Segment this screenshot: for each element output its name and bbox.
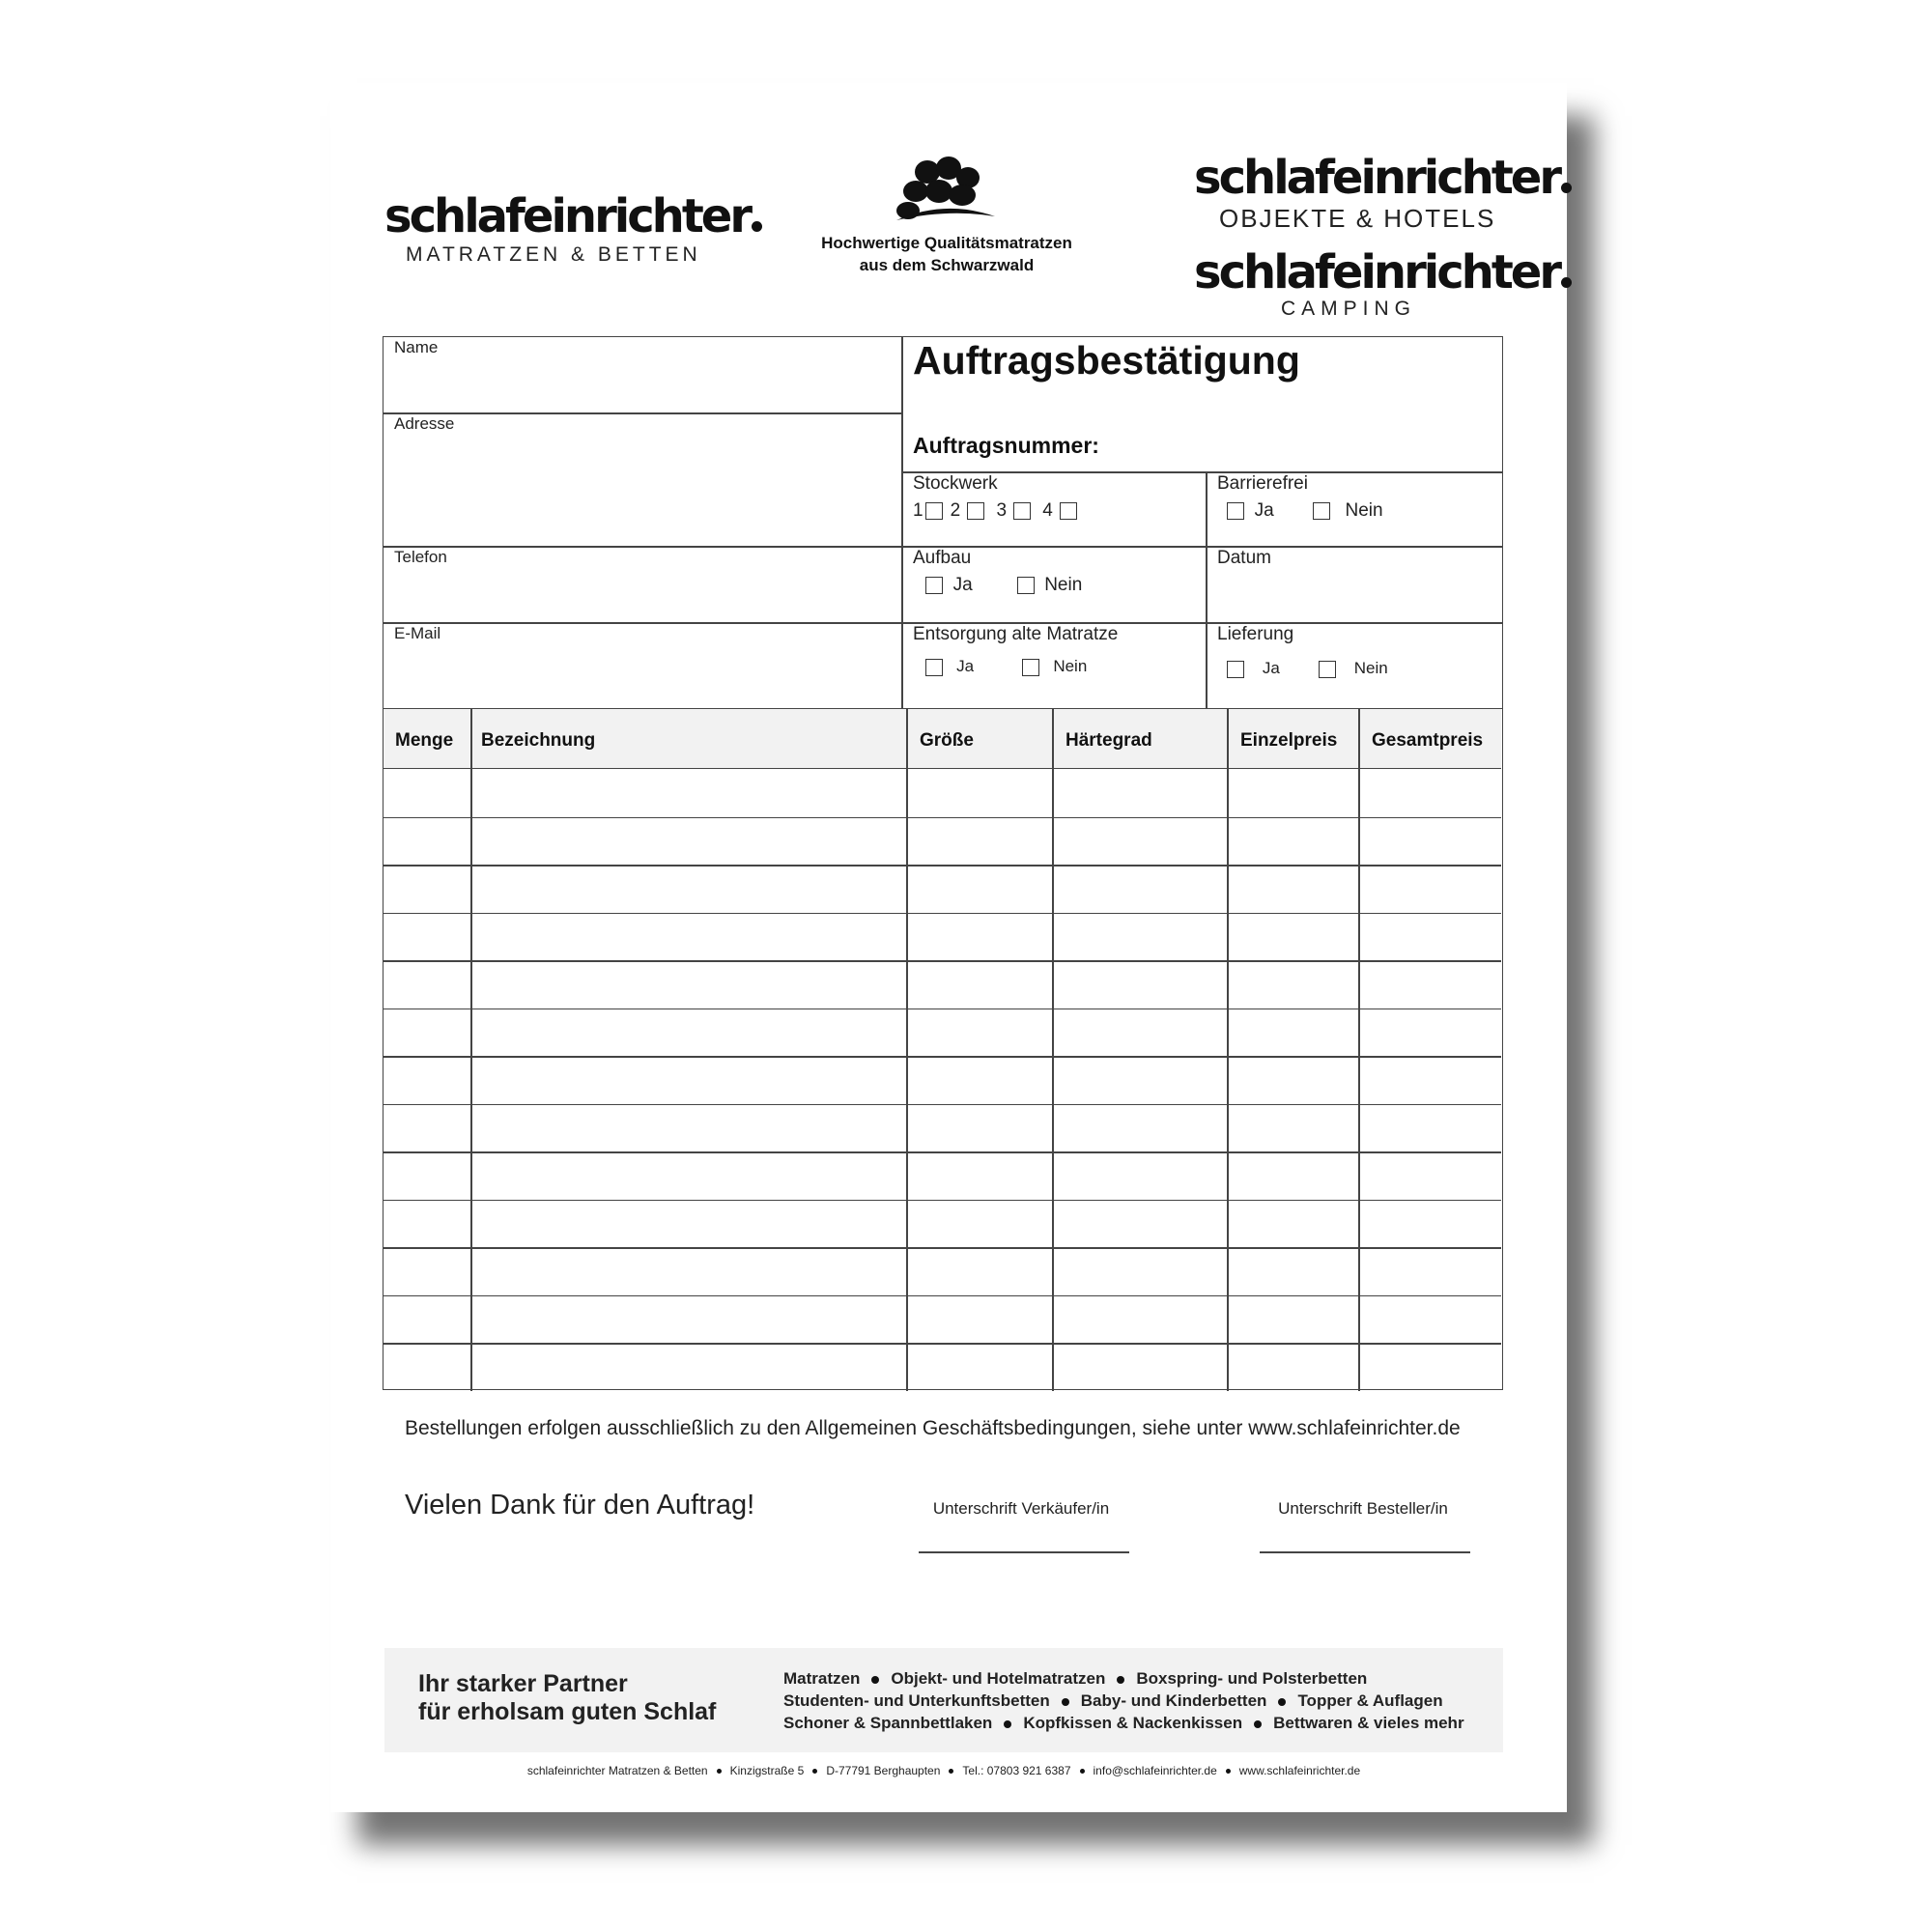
info-divider-main <box>901 336 903 709</box>
order-number-label: Auftragsnummer: <box>913 433 1099 458</box>
phone-label: Telefon <box>394 548 447 566</box>
address-website[interactable]: www.schlafeinrichter.de <box>1238 1764 1361 1777</box>
date-label: Datum <box>1217 548 1271 568</box>
bullet-icon <box>871 1676 879 1684</box>
assembly-no-label: Nein <box>1044 575 1083 595</box>
table-row[interactable] <box>384 1010 1501 1056</box>
product-item: Baby- und Kinderbetten <box>1080 1691 1267 1710</box>
column-header-haertegrad: Härtegrad <box>1065 730 1152 751</box>
floor-options <box>913 500 1077 522</box>
form-title: Auftragsbestätigung <box>913 338 1300 383</box>
assembly-options <box>925 575 1082 596</box>
barrier-free-options <box>1227 500 1383 522</box>
address-label: Adresse <box>394 414 455 433</box>
floor-4-checkbox[interactable] <box>1060 502 1077 520</box>
logo-left-sub: MATRATZEN & BETTEN <box>406 243 701 266</box>
bullet-icon <box>1226 1769 1231 1774</box>
bullet-icon <box>1080 1769 1085 1774</box>
product-item: Kopfkissen & Nackenkissen <box>1023 1714 1243 1732</box>
logo-right-top-brand <box>1194 151 1572 205</box>
logo-stones-icon <box>891 155 999 226</box>
barrier-free-no-label: Nein <box>1345 500 1383 521</box>
assembly-label: Aufbau <box>913 548 972 568</box>
info-divider-right <box>1206 471 1208 709</box>
product-item: Boxspring- und Polsterbetten <box>1136 1669 1368 1688</box>
column-header-bezeichnung: Bezeichnung <box>481 730 596 751</box>
company-address-line <box>384 1764 1503 1777</box>
column-header-menge: Menge <box>395 730 454 751</box>
registered-mark-icon <box>1561 183 1572 193</box>
column-header-gesamtpreis: Gesamtpreis <box>1372 730 1484 751</box>
floor-option-3-label: 3 <box>996 500 1008 521</box>
assembly-yes-label: Ja <box>952 575 973 595</box>
phone-field[interactable] <box>384 570 899 621</box>
logo-center-tagline-2: aus dem Schwarzwald <box>859 256 1035 274</box>
bullet-icon <box>949 1769 953 1774</box>
table-row[interactable] <box>384 1249 1501 1294</box>
signature-seller-line[interactable] <box>919 1551 1129 1553</box>
address-email[interactable]: info@schlafeinrichter.de <box>1093 1764 1217 1777</box>
logo-left-wordmark: schlafeinrichter <box>384 189 751 243</box>
table-row[interactable] <box>384 1202 1501 1247</box>
logo-right-top-wordmark: schlafeinrichter <box>1194 151 1560 205</box>
product-item: Topper & Auflagen <box>1297 1691 1443 1710</box>
signature-buyer-line[interactable] <box>1260 1551 1470 1553</box>
floor-option-4-label: 4 <box>1042 500 1053 521</box>
barrier-free-no-checkbox[interactable] <box>1313 502 1330 520</box>
floor-3-checkbox[interactable] <box>1013 502 1031 520</box>
email-field[interactable] <box>384 645 899 707</box>
thanks-text: Vielen Dank für den Auftrag! <box>405 1490 755 1520</box>
name-label: Name <box>394 338 439 356</box>
address-part: Tel.: 07803 921 6387 <box>962 1764 1071 1777</box>
table-row[interactable] <box>384 1345 1501 1390</box>
slogan-line-2: für erholsam guten Schlaf <box>418 1698 717 1725</box>
divider-name <box>383 412 901 414</box>
logo-center-tagline-1: Hochwertige Qualitätsmatratzen <box>821 234 1072 252</box>
floor-2-checkbox[interactable] <box>967 502 984 520</box>
table-row[interactable] <box>384 1297 1501 1343</box>
table-row[interactable] <box>384 1106 1501 1151</box>
logo-right-bottom-wordmark: schlafeinrichter <box>1194 245 1560 299</box>
assembly-yes-checkbox[interactable] <box>925 577 943 594</box>
barrier-free-yes-label: Ja <box>1254 500 1274 521</box>
disposal-options <box>925 657 1087 676</box>
table-row[interactable] <box>384 915 1501 960</box>
bullet-icon <box>717 1769 722 1774</box>
bullet-icon <box>1254 1720 1262 1728</box>
items-table <box>383 709 1503 1390</box>
delivery-label: Lieferung <box>1217 624 1294 644</box>
address-field[interactable] <box>384 437 899 545</box>
delivery-no-checkbox[interactable] <box>1319 661 1336 678</box>
disposal-yes-label: Ja <box>956 657 975 675</box>
bullet-icon <box>1278 1698 1286 1706</box>
address-part: Kinzigstraße 5 <box>729 1764 805 1777</box>
logo-right-bottom-sub: CAMPING <box>1281 298 1417 320</box>
floor-1-checkbox[interactable] <box>925 502 943 520</box>
signature-seller-label: Unterschrift Verkäufer/in <box>932 1499 1110 1518</box>
bullet-icon <box>812 1769 817 1774</box>
assembly-no-checkbox[interactable] <box>1017 577 1035 594</box>
products-row-3 <box>783 1714 1464 1733</box>
delivery-options <box>1227 659 1388 678</box>
product-item: Bettwaren & vieles mehr <box>1273 1714 1464 1732</box>
product-item: Schoner & Spannbettlaken <box>783 1714 993 1732</box>
disposal-yes-checkbox[interactable] <box>925 659 943 676</box>
floor-label: Stockwerk <box>913 473 998 494</box>
product-item: Objekt- und Hotelmatratzen <box>891 1669 1106 1688</box>
address-part: D-77791 Berghaupten <box>826 1764 941 1777</box>
column-header-einzelpreis: Einzelpreis <box>1240 730 1338 751</box>
table-row[interactable] <box>384 1058 1501 1103</box>
table-row[interactable] <box>384 819 1501 865</box>
signature-buyer-label: Unterschrift Besteller/in <box>1278 1499 1448 1518</box>
delivery-yes-checkbox[interactable] <box>1227 661 1244 678</box>
slogan-line-1: Ihr starker Partner <box>418 1670 628 1697</box>
address-part: schlafeinrichter Matratzen & Betten <box>526 1764 708 1777</box>
delivery-no-label: Nein <box>1353 659 1388 677</box>
product-item: Studenten- und Unterkunftsbetten <box>783 1691 1050 1710</box>
barrier-free-yes-checkbox[interactable] <box>1227 502 1244 520</box>
registered-mark-icon <box>1561 277 1572 288</box>
terms-text: Bestellungen erfolgen ausschließlich zu den Allgemeinen Geschäftsbedingungen, siehe unter www.schlafeinrichter.de <box>405 1417 1461 1439</box>
table-row[interactable] <box>384 867 1501 912</box>
logo-right-top-sub: OBJEKTE & HOTELS <box>1219 204 1496 233</box>
logo-left-brand <box>384 189 762 243</box>
bullet-icon <box>1004 1720 1011 1728</box>
table-row[interactable] <box>384 1153 1501 1199</box>
disposal-label: Entsorgung alte Matratze <box>913 624 1119 644</box>
bullet-icon <box>1062 1698 1069 1706</box>
bullet-icon <box>1117 1676 1124 1684</box>
column-header-groesse: Größe <box>920 730 974 751</box>
email-label: E-Mail <box>394 624 441 642</box>
name-field[interactable] <box>384 359 899 412</box>
product-item: Matratzen <box>783 1669 861 1688</box>
delivery-yes-label: Ja <box>1262 659 1280 677</box>
disposal-no-label: Nein <box>1053 657 1088 675</box>
products-row-2 <box>783 1691 1443 1711</box>
disposal-no-checkbox[interactable] <box>1022 659 1039 676</box>
floor-option-2-label: 2 <box>950 500 961 521</box>
table-row[interactable] <box>384 962 1501 1008</box>
date-field[interactable] <box>1209 572 1501 620</box>
logo-right-bottom-brand <box>1194 245 1572 299</box>
registered-mark-icon <box>752 221 762 232</box>
table-row[interactable] <box>384 771 1501 816</box>
floor-option-1-label: 1 <box>913 500 923 521</box>
barrier-free-label: Barrierefrei <box>1217 473 1308 494</box>
products-row-1 <box>783 1669 1367 1689</box>
